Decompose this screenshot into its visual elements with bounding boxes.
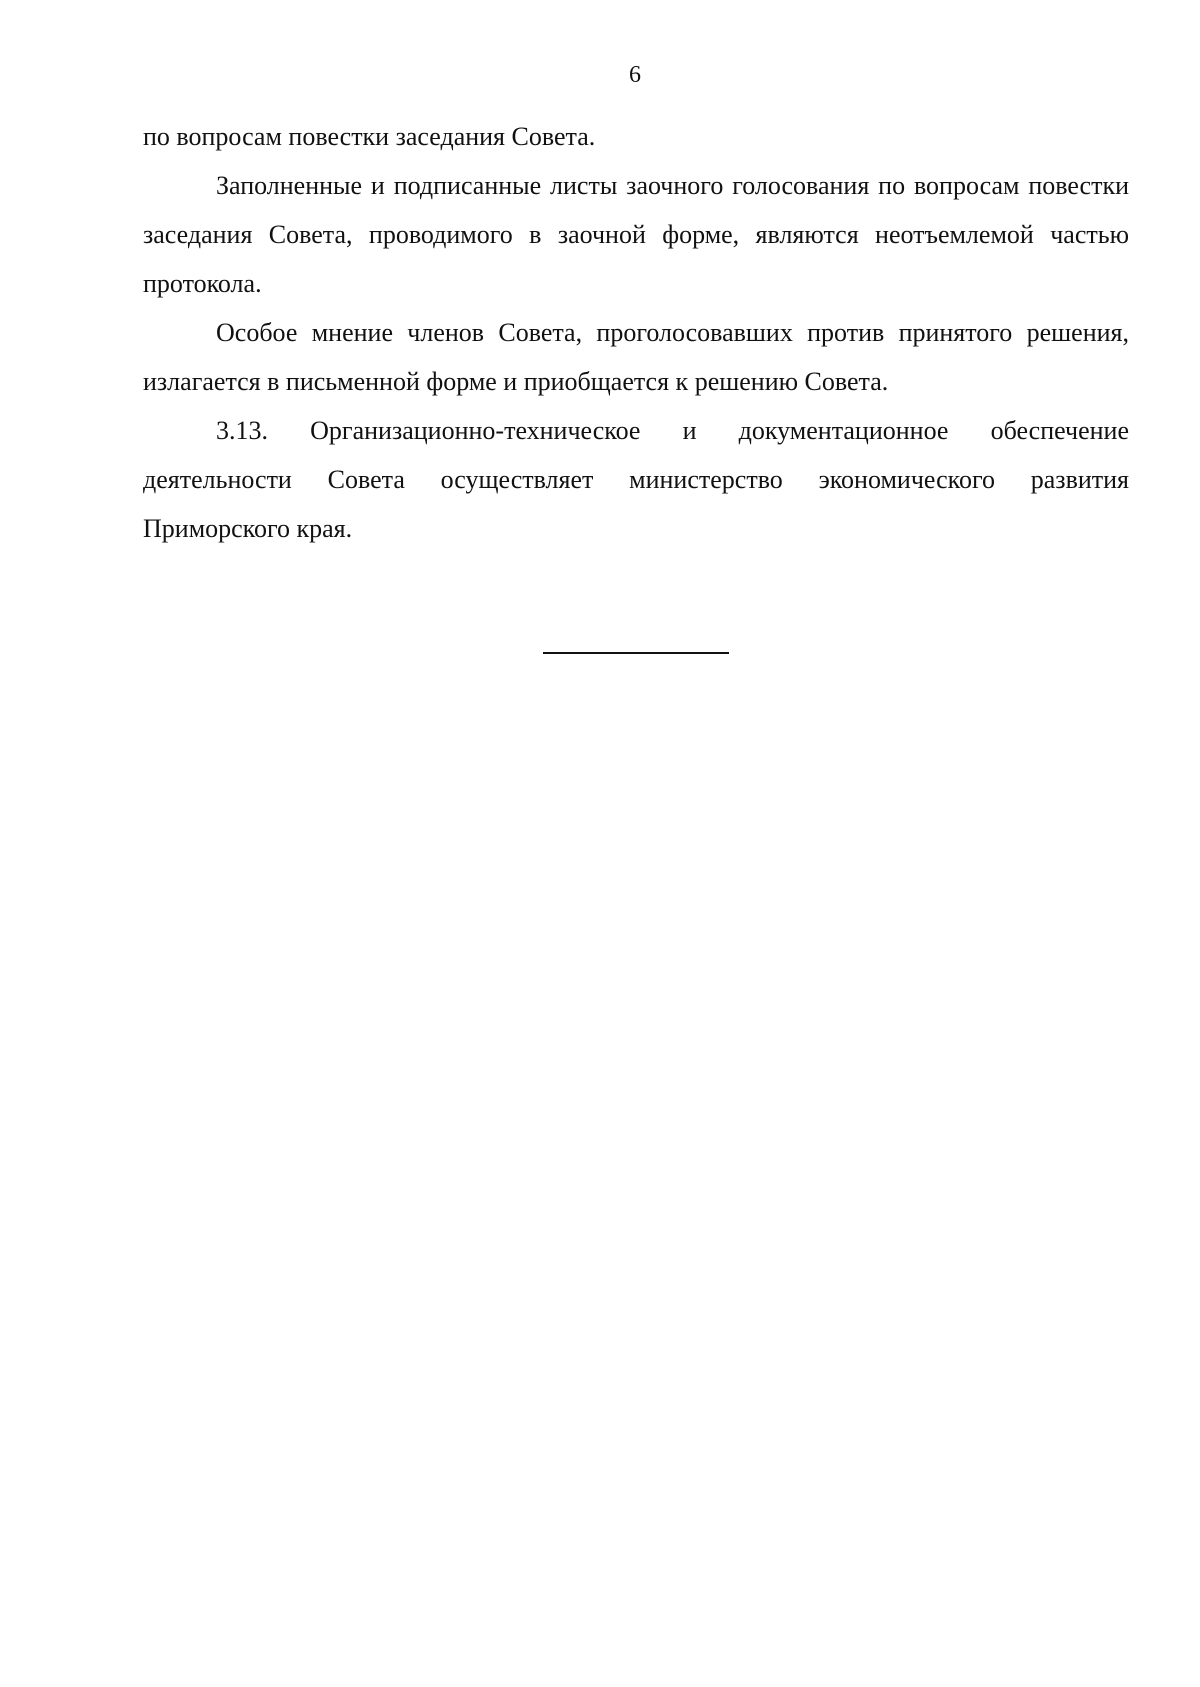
paragraph-absentee-ballots: Заполненные и подписанные листы заочного голосования по вопросам повестки заседания Совета, проводимого в заочной форме, являются неотъемлемой частью протокола. — [143, 171, 1129, 298]
paragraph-continuation: по вопросам повестки заседания Совета. — [143, 122, 596, 151]
paragraph-section-3-13: 3.13. Организационно-техническое и документационное обеспечение деятельности Совета осуществляет министерство экономического развития Приморского края. — [143, 416, 1129, 543]
page-number: 6 — [629, 62, 641, 88]
end-of-document-rule — [543, 652, 729, 654]
paragraph-dissenting-opinion: Особое мнение членов Совета, проголосовавших против принятого решения, излагается в письменной форме и приобщается к решению Совета. — [143, 318, 1129, 396]
document-body — [143, 112, 1129, 553]
